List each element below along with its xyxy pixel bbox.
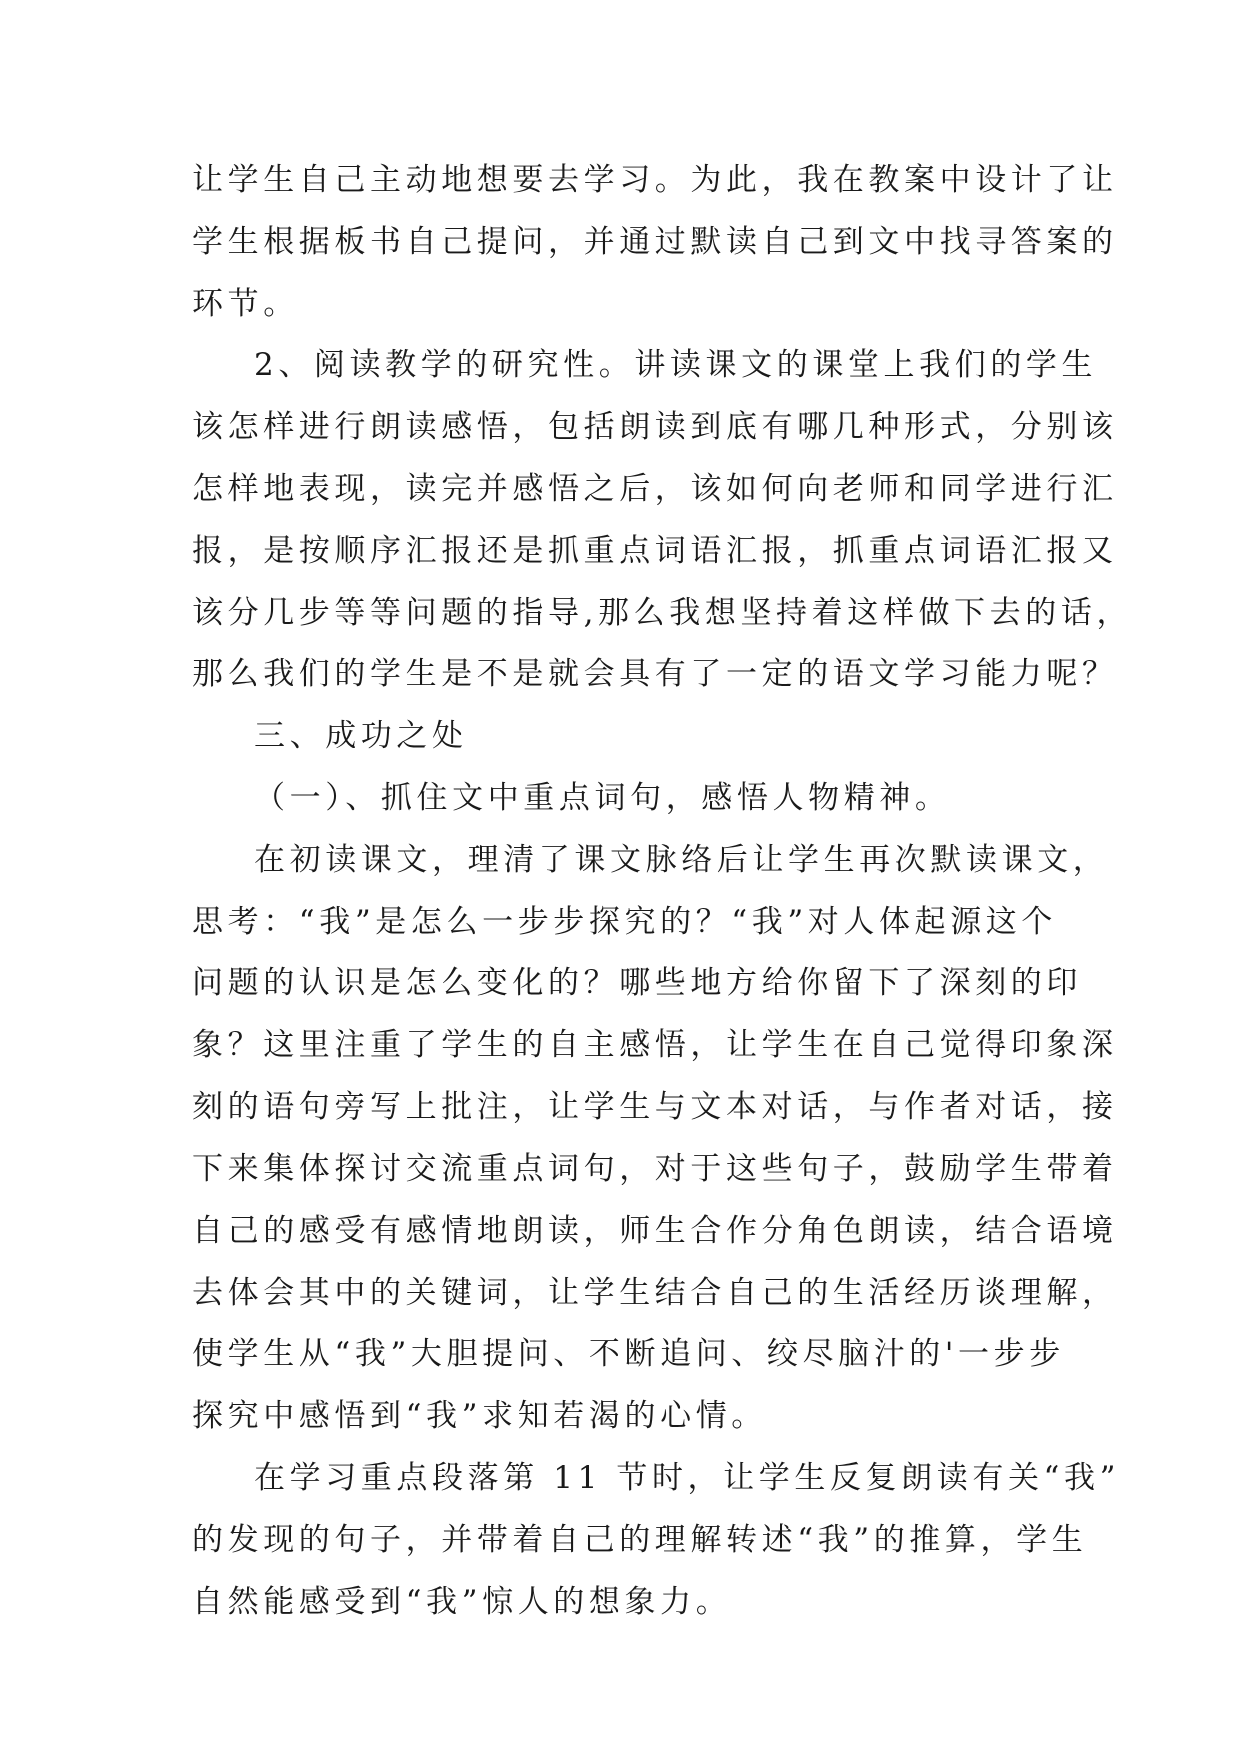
text-line: 探究中感悟到“我”求知若渴的心情。 [192,1398,767,1434]
text-line: 在初读课文，理清了课文脉络后让学生再次默读课文， [254,842,1109,878]
text-line: 2、阅读教学的研究性。讲读课文的课堂上我们的学生 [254,347,1098,383]
text-line: 象？这里注重了学生的自主感悟，让学生在自己觉得印象深 [192,1027,1118,1063]
text-line: 刻的语句旁写上批注，让学生与文本对话，与作者对话，接 [192,1089,1118,1125]
text-line: 环节。 [192,286,299,322]
text-line: 怎样地表现，读完并感悟之后，该如何向老师和同学进行汇 [192,471,1118,507]
text-line: 去体会其中的关键词，让学生结合自己的生活经历谈理解， [192,1275,1118,1311]
text-line: 该怎样进行朗读感悟，包括朗读到底有哪几种形式，分别该 [192,409,1118,445]
text-line: 的发现的句子，并带着自己的理解转述“我”的推算，学生 [192,1522,1088,1558]
text-line: 那么我们的学生是不是就会具有了一定的语文学习能力呢？ [192,656,1118,692]
text-line: 下来集体探讨交流重点词句，对于这些句子，鼓励学生带着 [192,1151,1118,1187]
text-line: 该分几步等等问题的指导,那么我想坚持着这样做下去的话， [192,595,1133,631]
text-line: 自然能感受到“我”惊人的想象力。 [192,1584,732,1620]
subsection-heading: （一）、抓住文中重点词句，感悟人物精神。 [254,780,951,816]
text-line: 报，是按顺序汇报还是抓重点词语汇报，抓重点词语汇报又 [192,533,1118,569]
text-line: 使学生从“我”大胆提问、不断追问、绞尽脑汁的'一步步 [192,1336,1065,1372]
text-line: 在学习重点段落第 11 节时，让学生反复朗读有关“我” [254,1460,1121,1496]
text-line: 自己的感受有感情地朗读，师生合作分角色朗读，结合语境 [192,1213,1118,1249]
text-line: 问题的认识是怎么变化的？哪些地方给你留下了深刻的印 [192,965,1082,1001]
section-heading: 三、成功之处 [254,718,468,754]
text-line: 思考：“我”是怎么一步步探究的？“我”对人体起源这个 [192,904,1057,940]
text-line: 学生根据板书自己提问，并通过默读自己到文中找寻答案的 [192,224,1118,260]
text-line: 让学生自己主动地想要去学习。为此，我在教案中设计了让 [192,162,1118,198]
